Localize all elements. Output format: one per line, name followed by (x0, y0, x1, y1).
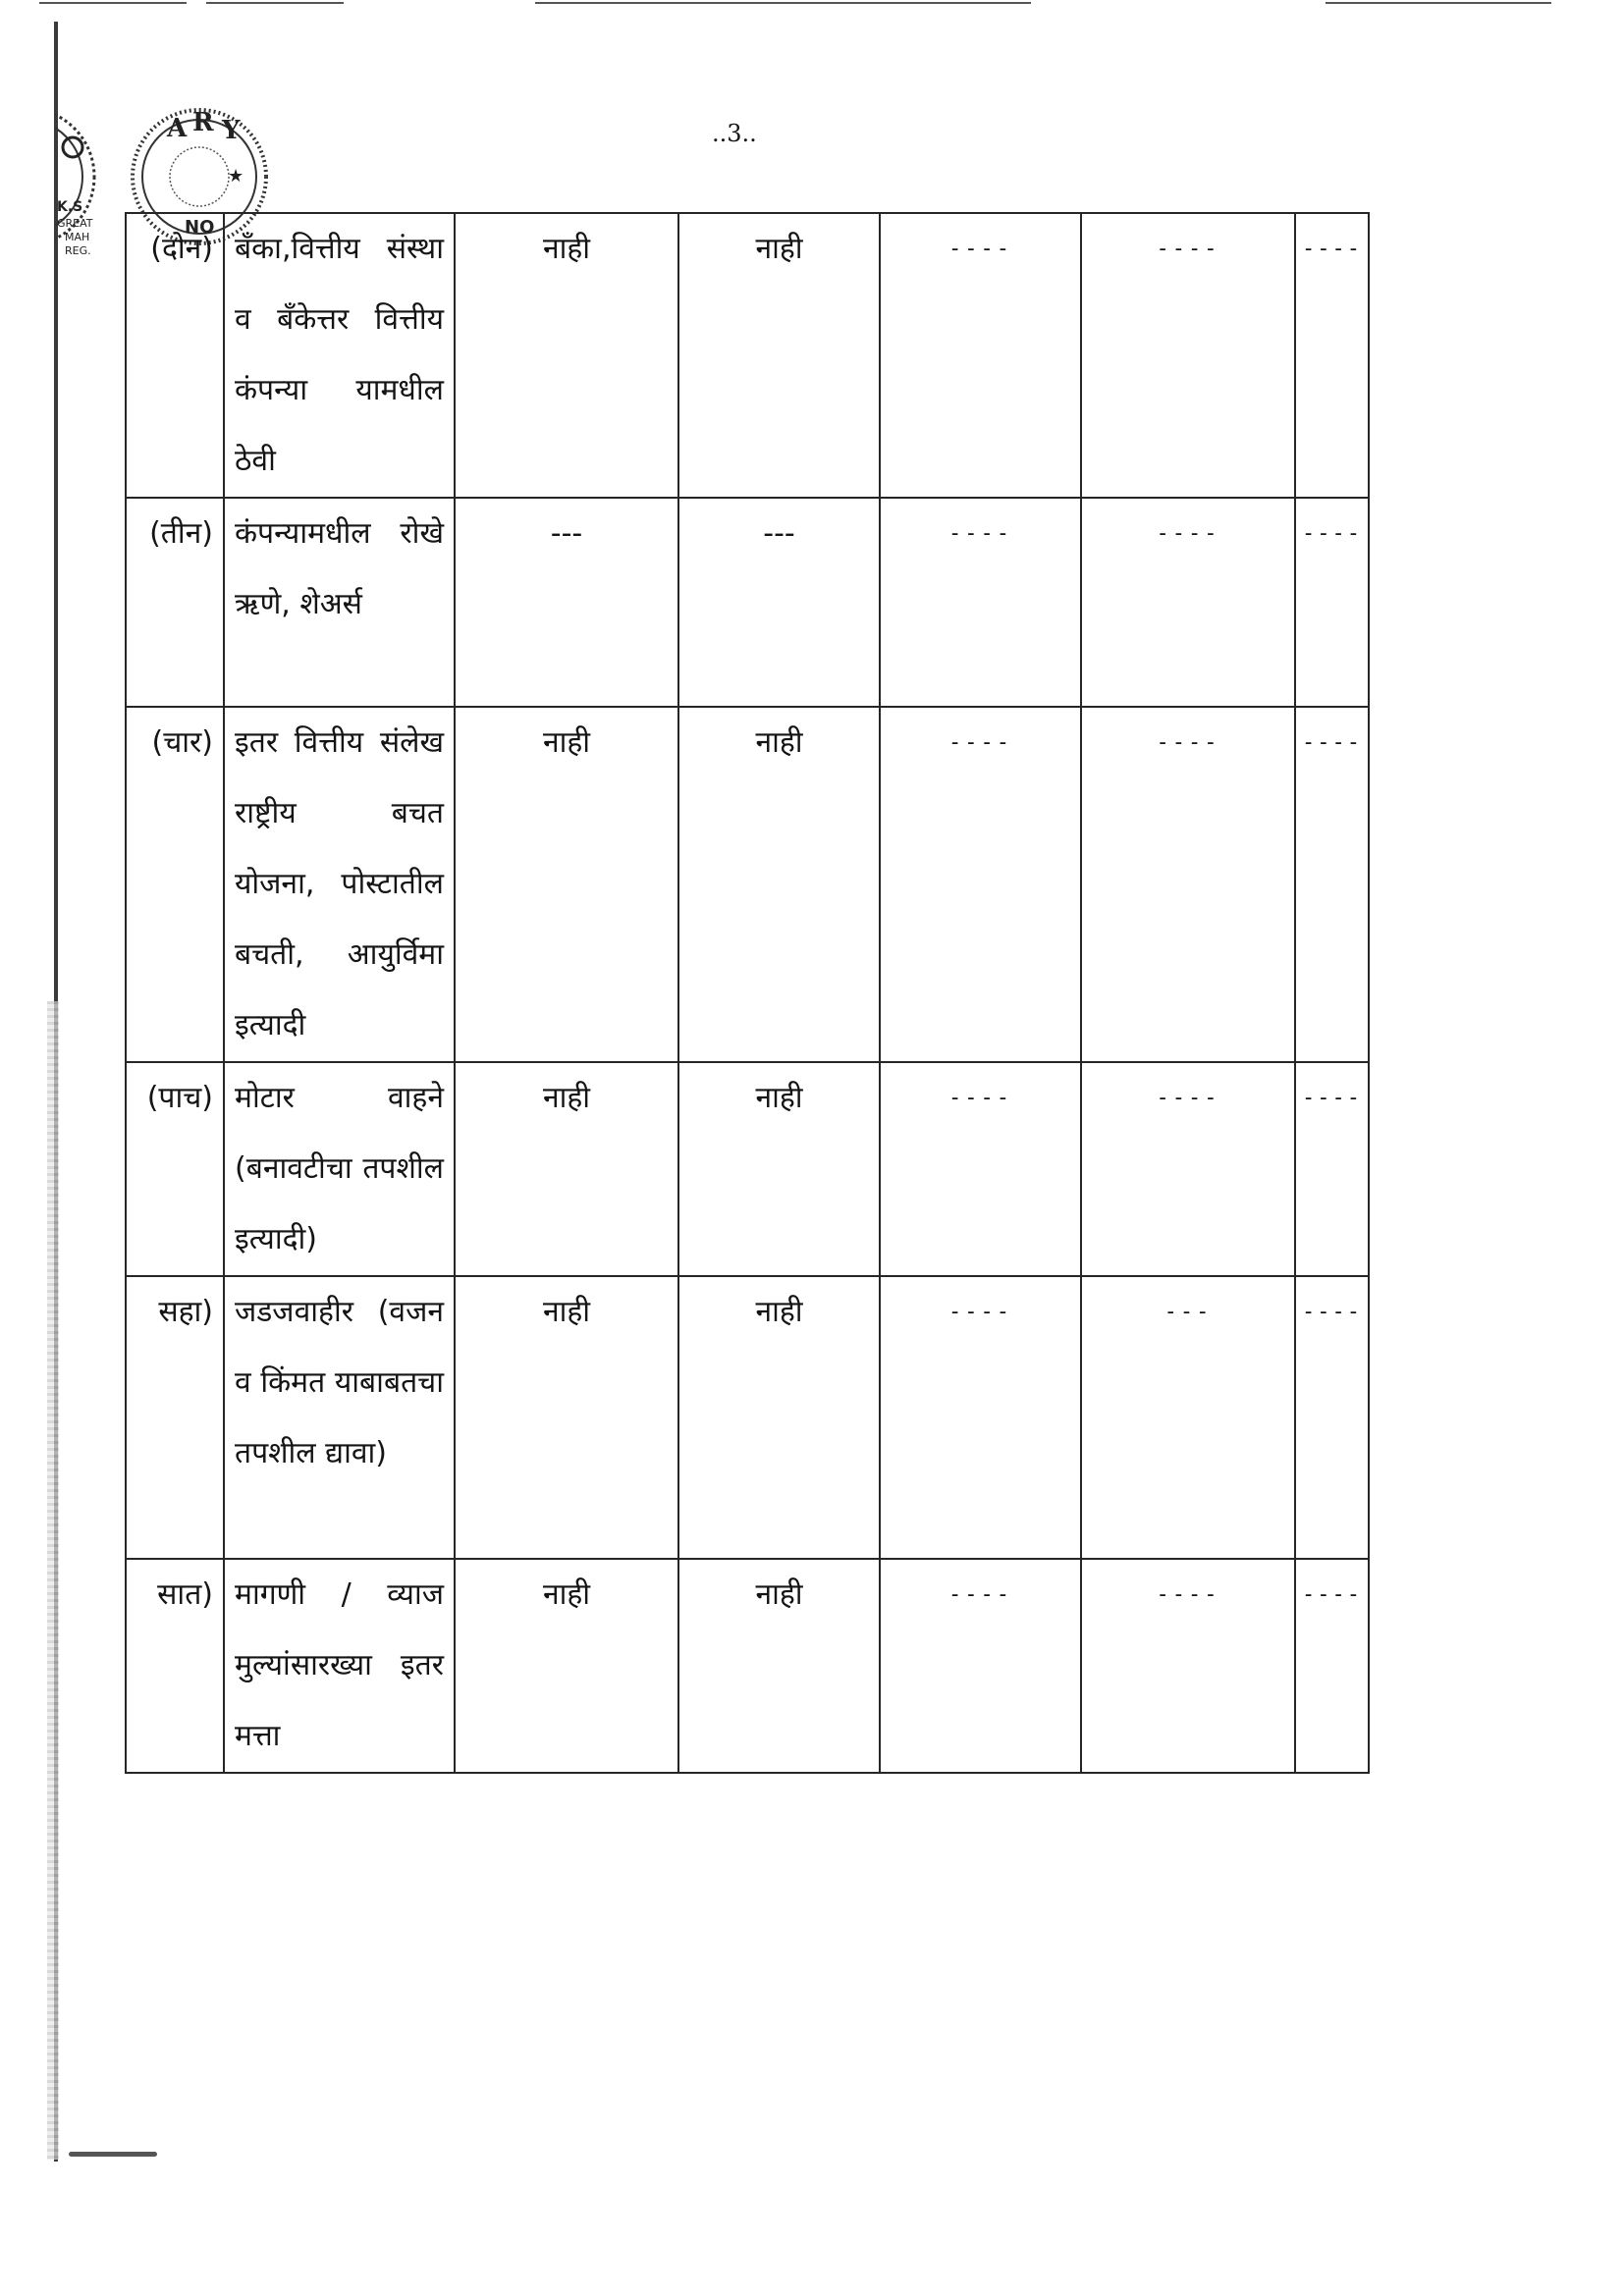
svg-text:K.S: K.S (57, 199, 83, 215)
scan-artifact (39, 2, 187, 4)
empty-cell: ---- (1295, 1559, 1369, 1773)
svg-text:MAH: MAH (65, 231, 90, 243)
scan-artifact (535, 2, 1031, 4)
value-cell: --- (678, 498, 880, 707)
row-number: (दोन) (126, 213, 224, 498)
value-cell: नाही (455, 213, 678, 498)
empty-cell: --- (1081, 1276, 1295, 1559)
value-cell: --- (455, 498, 678, 707)
empty-cell: ---- (1081, 1062, 1295, 1276)
empty-cell: ---- (880, 498, 1081, 707)
table-row (126, 707, 1369, 1062)
asset-description: बँका,वित्तीय संस्था व बँकेत्तर वित्तीय कंपन्या यामधील ठेवी (224, 213, 455, 498)
svg-text:A: A (167, 114, 188, 143)
value-cell: नाही (678, 213, 880, 498)
empty-cell: ---- (1295, 213, 1369, 498)
asset-description: कंपन्यामधील रोखे ऋणे, शेअर्स (224, 498, 455, 707)
table-row (126, 1062, 1369, 1276)
row-number: (पाच) (126, 1062, 224, 1276)
table-row (126, 213, 1369, 498)
empty-cell: ---- (1295, 1276, 1369, 1559)
empty-cell: ---- (880, 213, 1081, 498)
value-cell: नाही (678, 707, 880, 1062)
scan-artifact (206, 2, 344, 4)
value-cell: नाही (455, 1062, 678, 1276)
svg-text:NO: NO (185, 217, 215, 238)
empty-cell: ---- (880, 1062, 1081, 1276)
value-cell: नाही (678, 1276, 880, 1559)
seal-fragment-left (55, 103, 114, 378)
table-row (126, 1559, 1369, 1773)
empty-cell: ---- (880, 1559, 1081, 1773)
value-cell: नाही (678, 1559, 880, 1773)
scan-artifact (69, 2152, 157, 2157)
row-number: सात) (126, 1559, 224, 1773)
svg-text:GREAT: GREAT (57, 217, 93, 230)
scan-artifact (1326, 2, 1551, 4)
table-row (126, 1276, 1369, 1559)
empty-cell: ---- (1081, 1559, 1295, 1773)
table-row (126, 498, 1369, 707)
row-number: (चार) (126, 707, 224, 1062)
asset-description: मागणी / व्याज मुल्यांसारख्या इतर मत्ता (224, 1559, 455, 1773)
asset-description: मोटार वाहने (बनावटीचा तपशील इत्यादी) (224, 1062, 455, 1276)
row-number: सहा) (126, 1276, 224, 1559)
svg-text:★: ★ (228, 166, 244, 187)
assets-table (125, 212, 1370, 1774)
empty-cell: ---- (1081, 707, 1295, 1062)
empty-cell: ---- (1295, 707, 1369, 1062)
page-number: ..3.. (712, 120, 757, 147)
svg-text:Y: Y (222, 116, 241, 145)
value-cell: नाही (678, 1062, 880, 1276)
svg-text:REG.: REG. (65, 244, 91, 257)
row-number: (तीन) (126, 498, 224, 707)
value-cell: नाही (455, 1276, 678, 1559)
empty-cell: ---- (1081, 213, 1295, 498)
empty-cell: ---- (1081, 498, 1295, 707)
empty-cell: ---- (880, 1276, 1081, 1559)
value-cell: नाही (455, 1559, 678, 1773)
asset-description: जडजवाहीर (वजन व किंमत याबाबतचा तपशील द्यावा) (224, 1276, 455, 1559)
empty-cell: ---- (880, 707, 1081, 1062)
value-cell: नाही (455, 707, 678, 1062)
svg-text:R: R (192, 108, 214, 137)
empty-cell: ---- (1295, 498, 1369, 707)
empty-cell: ---- (1295, 1062, 1369, 1276)
asset-description: इतर वित्तीय संलेख राष्ट्रीय बचत योजना, पोस्टातील बचती, आयुर्विमा इत्यादी (224, 707, 455, 1062)
scan-edge-shadow (47, 1001, 59, 2160)
